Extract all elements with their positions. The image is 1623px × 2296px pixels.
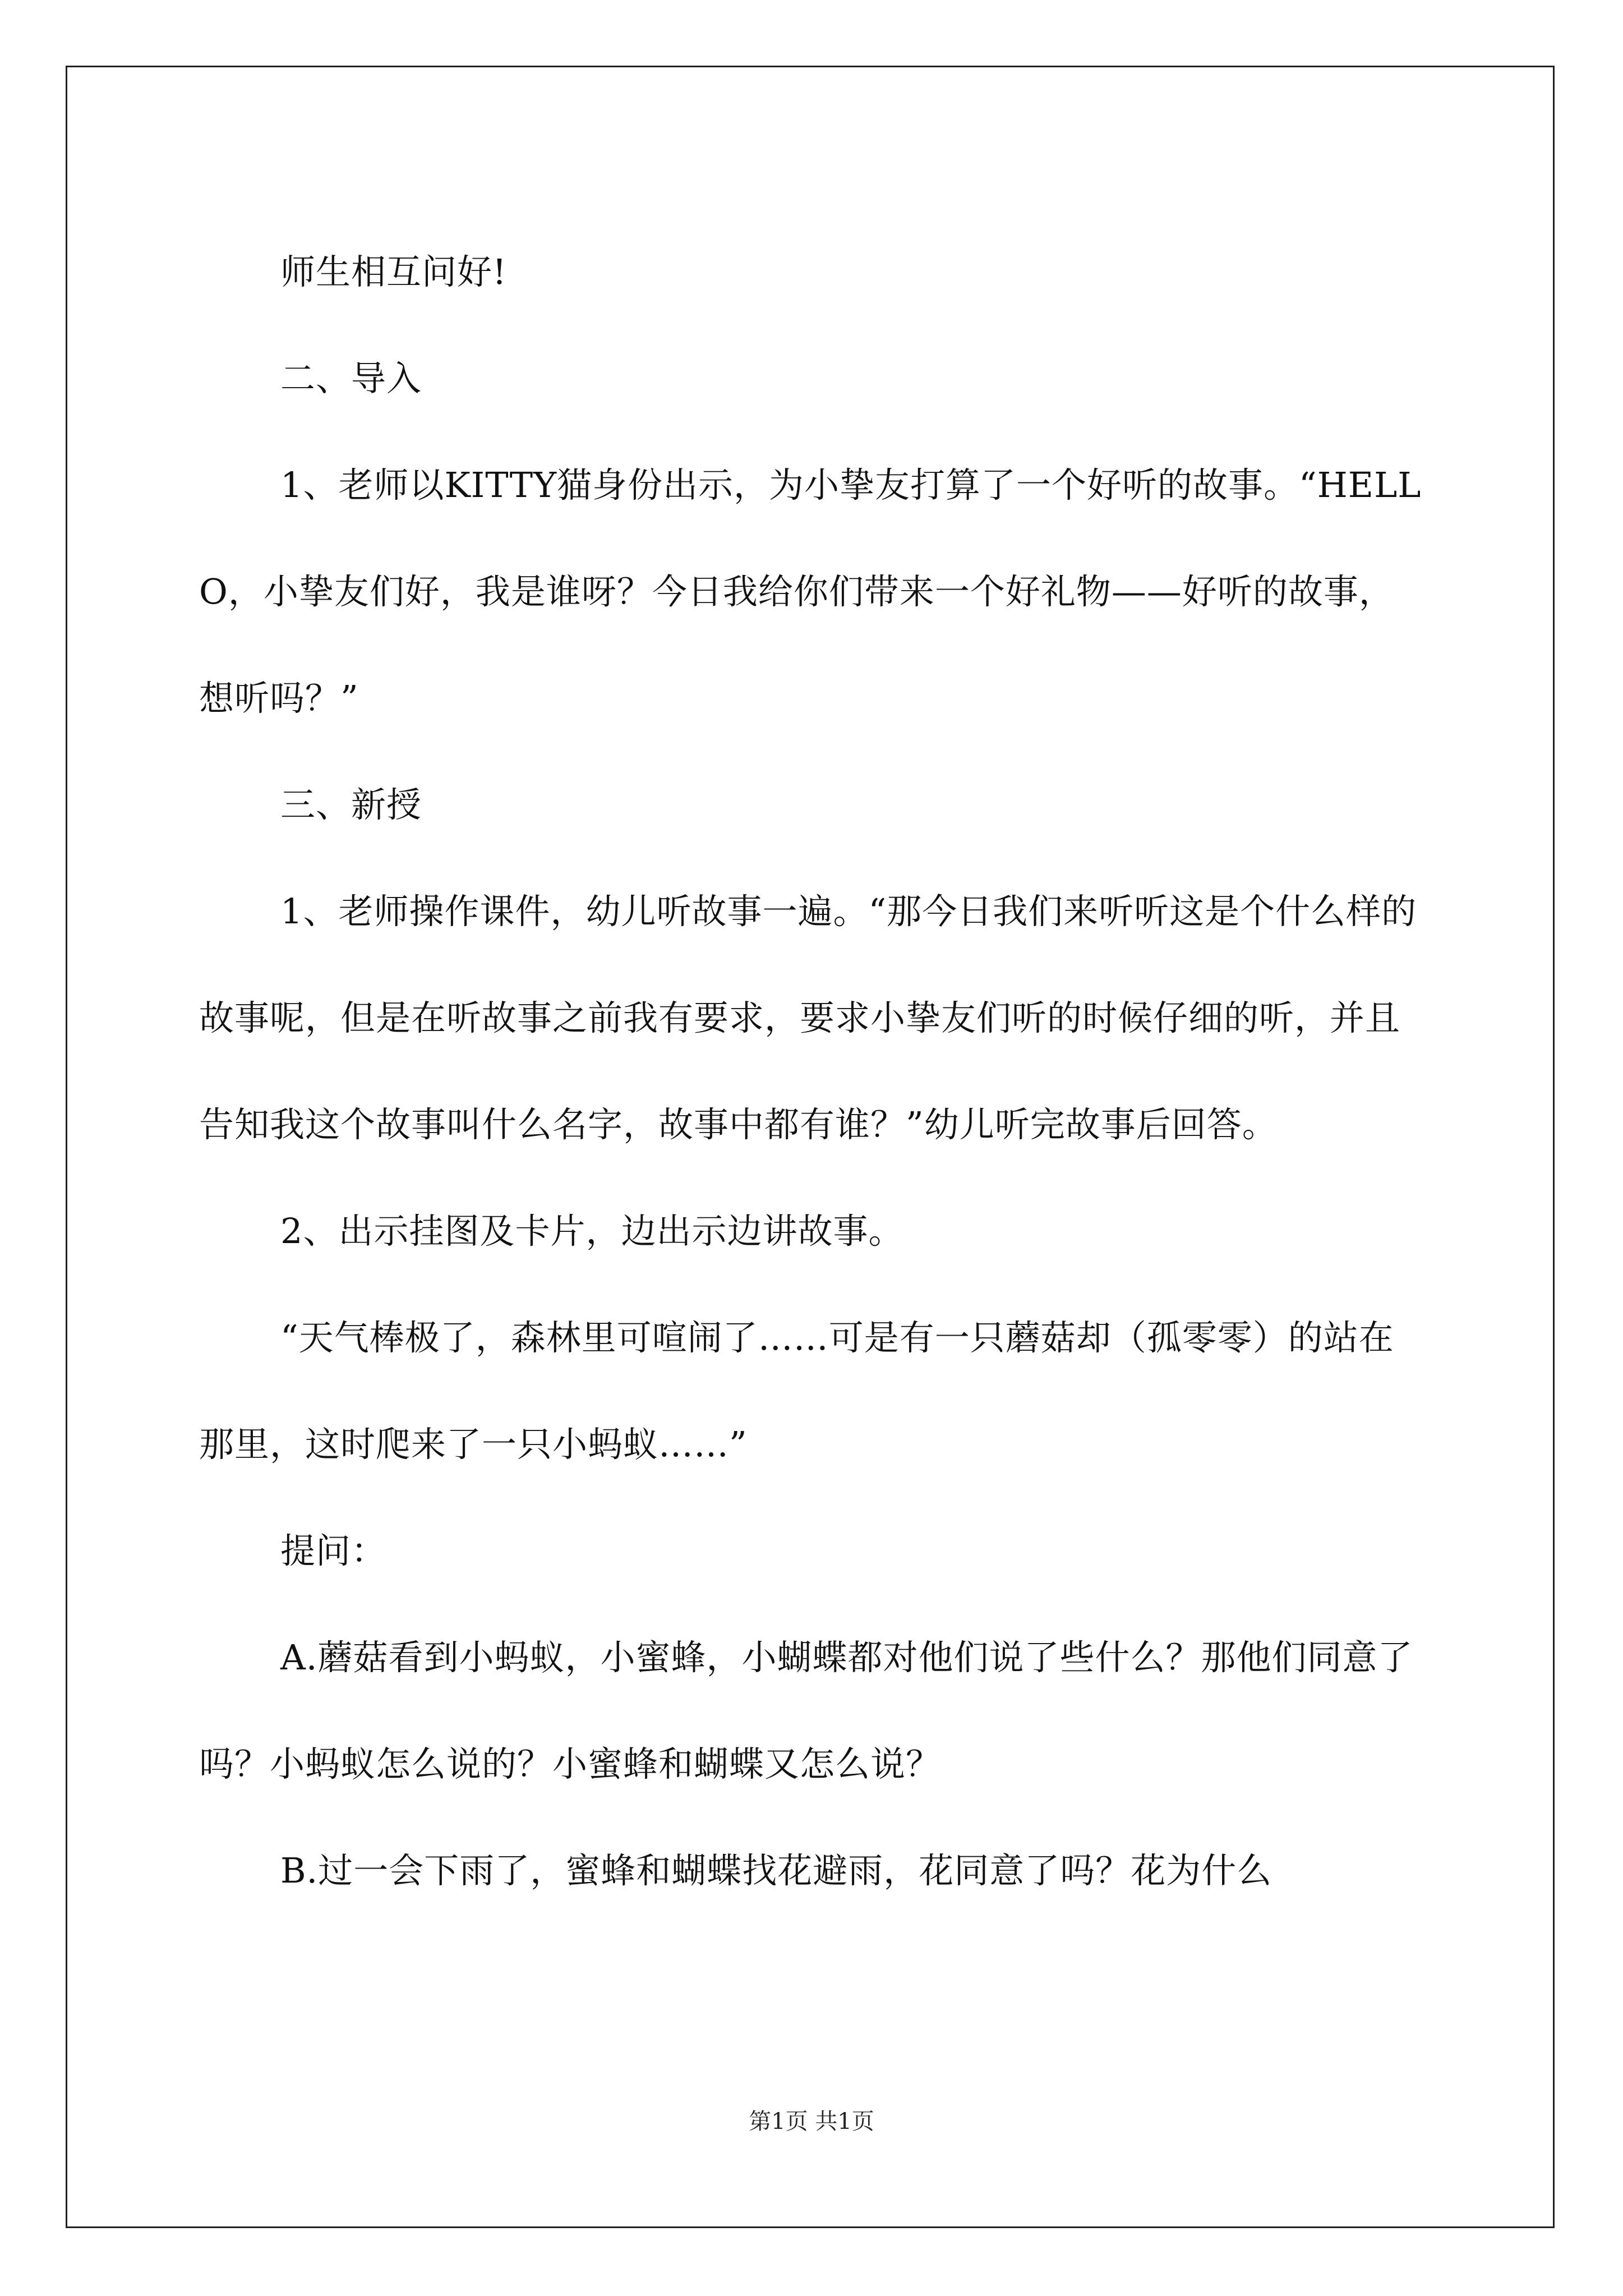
paragraph: 提问： (280, 1530, 387, 1571)
document-body (199, 219, 1424, 1924)
section-heading: 二、导入 (280, 358, 422, 399)
paragraph: 2、出示挂图及卡片，边出示边讲故事。 (280, 1211, 904, 1251)
paragraph: A.蘑菇看到小蚂蚁，小蜜蜂，小蝴蝶都对他们说了些什么？那他们同意了吗？小蚂蚁怎么说的？小蜜蜂和蝴蝶又怎么说？ (199, 1637, 1413, 1784)
paragraph: 师生相互问好! (280, 251, 507, 292)
paragraph: B.过一会下雨了，蜜蜂和蝴蝶找花避雨，花同意了吗？花为什么 (280, 1850, 1272, 1891)
paragraph: 1、老师操作课件，幼儿听故事一遍。“那今日我们来听听这是个什么样的故事呢，但是在听故事之前我有要求，要求小挚友们听的时候仔细的听，并且告知我这个故事叫什么名字，故事中都有谁？”幼儿听完故事后回答。 (199, 891, 1417, 1145)
page-number-footer: 第1页 共1页 (749, 2109, 874, 2134)
paragraph: 1、老师以KITTY猫身份出示，为小挚友打算了一个好听的故事。“HELLO，小挚友们好，我是谁呀？今日我给你们带来一个好礼物——好听的故事，想听吗？” (199, 464, 1422, 719)
section-heading: 三、新授 (280, 784, 422, 825)
paragraph: “天气棒极了，森林里可喧闹了……可是有一只蘑菇却（孤零零）的站在那里，这时爬来了一只小蚂蚁……” (199, 1317, 1394, 1465)
